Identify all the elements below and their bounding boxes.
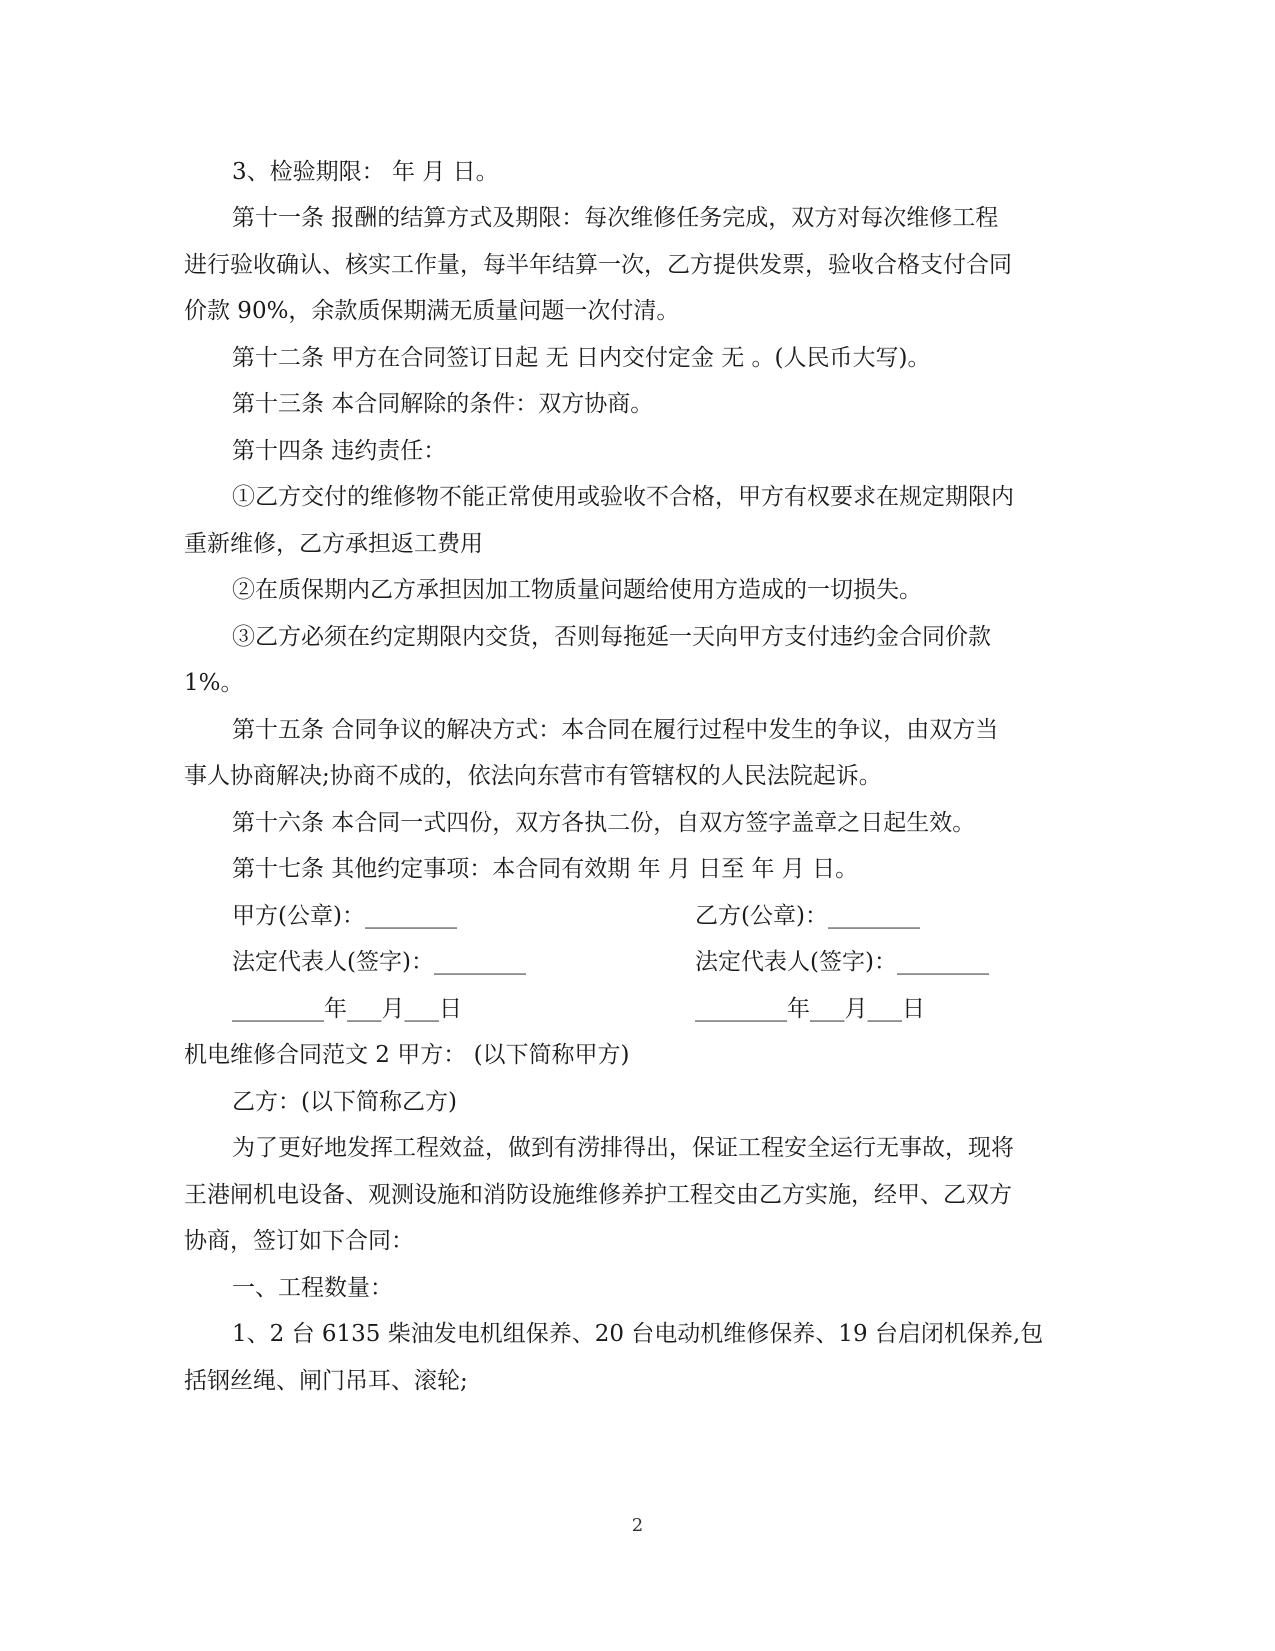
inspection-period-line: 3、检验期限： 年 月 日。	[232, 159, 499, 185]
legal-rep-b-field: 法定代表人(签字)：________	[695, 949, 989, 975]
party-b-seal-field: 乙方(公章)：________	[695, 903, 920, 929]
party-a-seal-field: 甲方(公章)：________	[232, 903, 457, 929]
article-15-line-2: 事人协商解决;协商不成的，依法向东营市有管辖权的人民法院起诉。	[184, 763, 882, 789]
intro-line-1: 为了更好地发挥工程效益，做到有涝排得出，保证工程安全运行无事故，现将	[232, 1135, 1014, 1161]
liability-item-1-line-1: ①乙方交付的维修物不能正常使用或验收不合格，甲方有权要求在规定期限内	[232, 484, 1014, 510]
second-contract-title-line: 机电维修合同范文 2 甲方： (以下简称甲方)	[184, 1042, 630, 1068]
intro-line-3: 协商，签订如下合同：	[184, 1228, 414, 1254]
article-12-line: 第十二条 甲方在合同签订日起 无 日内交付定金 无 。(人民币大写)。	[232, 345, 931, 371]
article-11-line-2: 进行验收确认、核实工作量，每半年结算一次，乙方提供发票，验收合格支付合同	[184, 252, 1012, 278]
item-1-line-1: 1、2 台 6135 柴油发电机组保养、20 台电动机维修保养、19 台启闭机保养,包	[232, 1321, 1044, 1347]
article-11-line-1: 第十一条 报酬的结算方式及期限：每次维修任务完成，双方对每次维修工程	[232, 205, 999, 231]
article-14-line: 第十四条 违约责任：	[232, 438, 447, 464]
page-number: 2	[631, 1515, 644, 1536]
section-1-heading: 一、工程数量：	[232, 1275, 393, 1301]
article-11-line-3: 价款 90%，余款质保期满无质量问题一次付清。	[184, 298, 680, 324]
item-1-line-2: 括钢丝绳、闸门吊耳、滚轮;	[184, 1368, 468, 1394]
liability-item-1-line-2: 重新维修，乙方承担返工费用	[184, 531, 483, 557]
article-17-line: 第十七条 其他约定事项：本合同有效期 年 月 日至 年 月 日。	[232, 856, 859, 882]
liability-item-2-line: ②在质保期内乙方承担因加工物质量问题给使用方造成的一切损失。	[232, 577, 922, 603]
article-15-line-1: 第十五条 合同争议的解决方式：本合同在履行过程中发生的争议，由双方当	[232, 717, 999, 743]
liability-item-3-line-1: ③乙方必须在约定期限内交货，否则每拖延一天向甲方支付违约金合同价款	[232, 624, 991, 650]
date-b-field: ________年___月___日	[695, 996, 925, 1022]
second-contract-party-b: 乙方：(以下简称乙方)	[232, 1089, 457, 1115]
date-a-field: ________年___月___日	[232, 996, 462, 1022]
intro-line-2: 王港闸机电设备、观测设施和消防设施维修养护工程交由乙方实施，经甲、乙双方	[184, 1182, 1012, 1208]
article-16-line: 第十六条 本合同一式四份，双方各执二份，自双方签字盖章之日起生效。	[232, 810, 976, 836]
liability-item-3-line-2: 1%。	[184, 670, 244, 696]
legal-rep-a-field: 法定代表人(签字)：________	[232, 949, 526, 975]
article-13-line: 第十三条 本合同解除的条件：双方协商。	[232, 391, 654, 417]
